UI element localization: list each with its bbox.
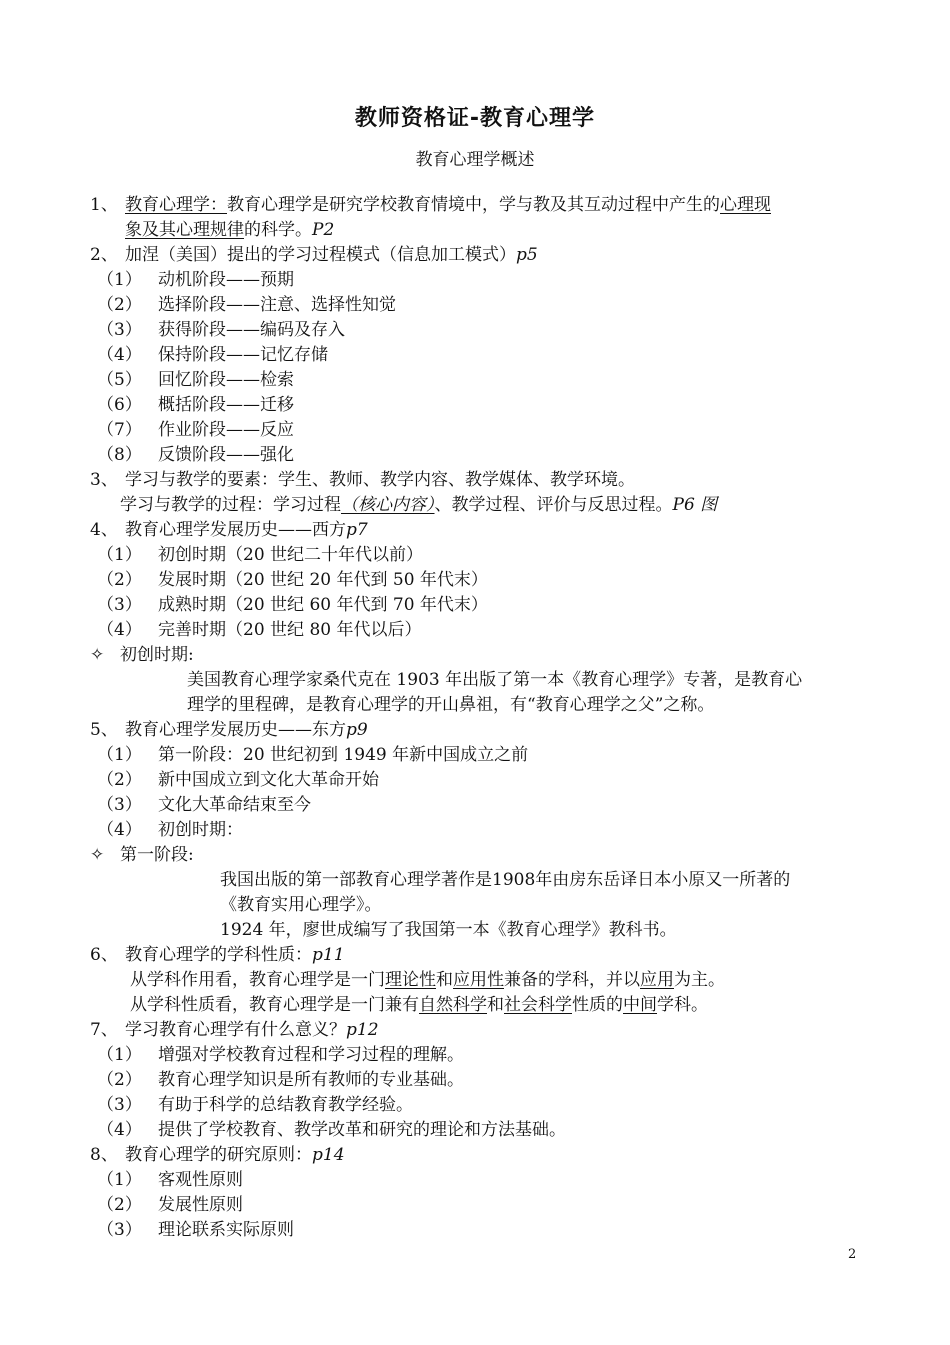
list-item-number: （3） (97, 320, 142, 340)
underlined-term: 理论性 (385, 970, 436, 990)
body-text: 为主。 (674, 970, 725, 990)
paragraph-line: 我国出版的第一部教育心理学著作是1908年由房东岳译日本小原又一所著的 (220, 870, 791, 890)
list-item-text: 概括阶段——迁移 (158, 395, 294, 415)
section-3-line-2 (120, 493, 717, 517)
page-reference: p9 (346, 720, 368, 740)
section-5-heading (125, 718, 368, 742)
body-text: 学习与教学的过程：学习过程 (120, 495, 341, 515)
section-2-number: 2、 (90, 245, 118, 265)
list-item-number: （1） (97, 270, 142, 290)
body-text: 兼备的学科，并以 (504, 970, 640, 990)
list-item-text: 有助于科学的总结教育教学经验。 (158, 1095, 413, 1115)
body-text: 学科。 (657, 995, 708, 1015)
list-item-text: 发展时期（20 世纪 20 年代到 50 年代末） (158, 570, 488, 590)
section-5-number: 5、 (90, 720, 118, 740)
page-reference: P6 图 (672, 495, 718, 515)
underlined-term: 应用性 (453, 970, 504, 990)
underlined-term: （核心内容） (341, 495, 435, 515)
list-item-text: 增强对学校教育过程和学习过程的理解。 (158, 1045, 464, 1065)
section-3-number: 3、 (90, 470, 118, 490)
list-item-number: （4） (97, 1120, 142, 1140)
list-item-text: 第一阶段：20 世纪初到 1949 年新中国成立之前 (158, 745, 529, 765)
list-item-number: （1） (97, 1170, 142, 1190)
document-title: 教师资格证-教育心理学 (354, 106, 596, 131)
list-item-number: （4） (97, 345, 142, 365)
list-item-text: 保持阶段——记忆存储 (158, 345, 328, 365)
list-item-text: 初创时期（20 世纪二十年代以前） (158, 545, 424, 565)
body-text: 和 (487, 995, 504, 1015)
list-item-text: 动机阶段——预期 (158, 270, 294, 290)
section-3-line-1: 学习与教学的要素：学生、教师、教学内容、教学媒体、教学环境。 (125, 470, 635, 490)
section-6-line-1 (130, 968, 725, 992)
section-8-number: 8、 (90, 1145, 118, 1165)
page-reference: p12 (346, 1020, 379, 1040)
body-text: 从学科性质看，教育心理学是一门兼有 (130, 995, 419, 1015)
page-reference: p11 (312, 945, 345, 965)
body-text: 从学科作用看，教育心理学是一门 (130, 970, 385, 990)
underlined-term: 应用 (640, 970, 674, 990)
paragraph-line: 《教育实用心理学》。 (220, 895, 382, 915)
diamond-bullet-icon: ✧ (90, 845, 105, 865)
sub-heading: 初创时期: (120, 645, 194, 665)
list-item-text: 发展性原则 (158, 1195, 243, 1215)
body-text: 性质的 (572, 995, 623, 1015)
list-item-number: （2） (97, 1070, 142, 1090)
heading-text: 教育心理学的研究原则： (125, 1145, 312, 1165)
list-item-number: （3） (97, 795, 142, 815)
list-item-text: 完善时期（20 世纪 80 年代以后） (158, 620, 422, 640)
heading-text: 学习教育心理学有什么意义？ (125, 1020, 346, 1040)
definition-text: 教育心理学是研究学校教育情境中，学与教及其互动过程中产生的 (227, 195, 720, 215)
list-item-text: 作业阶段——反应 (158, 420, 294, 440)
list-item-number: （2） (97, 295, 142, 315)
sub-heading: 第一阶段: (120, 845, 194, 865)
heading-text: 加涅（美国）提出的学习过程模式（信息加工模式） (125, 245, 516, 265)
list-item-number: （4） (97, 620, 142, 640)
list-item-number: （3） (97, 595, 142, 615)
underlined-term: 心理现 (720, 195, 771, 215)
page-reference: p7 (346, 520, 368, 540)
list-item-number: （3） (97, 1220, 142, 1240)
section-6-heading (125, 943, 345, 967)
list-item-text: 提供了学校教育、教学改革和研究的理论和方法基础。 (158, 1120, 566, 1140)
section-6-number: 6、 (90, 945, 118, 965)
underlined-term: 中间 (623, 995, 657, 1015)
list-item-text: 回忆阶段——检索 (158, 370, 294, 390)
list-item-number: （8） (97, 445, 142, 465)
list-item-text: 文化大革命结束至今 (158, 795, 311, 815)
page-number: 2 (848, 1247, 857, 1262)
definition-text: 的科学。 (244, 220, 312, 240)
page-reference: P2 (312, 220, 335, 240)
list-item-text: 初创时期： (158, 820, 243, 840)
paragraph-line: 美国教育心理学家桑代克在 1903 年出版了第一本《教育心理学》专著，是教育心 (187, 670, 803, 690)
underlined-term: 社会科学 (504, 995, 572, 1015)
list-item-text: 客观性原则 (158, 1170, 243, 1190)
heading-text: 教育心理学发展历史——西方 (125, 520, 346, 540)
section-2-heading (125, 243, 538, 267)
body-text: 和 (436, 970, 453, 990)
section-8-heading (125, 1143, 345, 1167)
diamond-bullet-icon: ✧ (90, 645, 105, 665)
list-item-number: （1） (97, 1045, 142, 1065)
section-4-heading (125, 518, 368, 542)
section-6-line-2 (130, 993, 708, 1017)
page-reference: p5 (516, 245, 538, 265)
list-item-number: （4） (97, 820, 142, 840)
list-item-number: （1） (97, 545, 142, 565)
section-7-heading (125, 1018, 379, 1042)
term-highlight: 教育心理学： (125, 195, 227, 215)
list-item-text: 选择阶段——注意、选择性知觉 (158, 295, 396, 315)
list-item-text: 获得阶段——编码及存入 (158, 320, 345, 340)
list-item-text: 新中国成立到文化大革命开始 (158, 770, 379, 790)
list-item-number: （2） (97, 770, 142, 790)
list-item-number: （2） (97, 570, 142, 590)
underlined-term: 自然科学 (419, 995, 487, 1015)
paragraph-line: 1924 年，廖世成编写了我国第一本《教育心理学》教科书。 (220, 920, 677, 940)
section-7-number: 7、 (90, 1020, 118, 1040)
list-item-number: （7） (97, 420, 142, 440)
section-1-line-1 (125, 193, 771, 217)
heading-text: 教育心理学发展历史——东方 (125, 720, 346, 740)
list-item-text: 教育心理学知识是所有教师的专业基础。 (158, 1070, 464, 1090)
page-reference: p14 (312, 1145, 345, 1165)
list-item-number: （5） (97, 370, 142, 390)
document-subtitle: 教育心理学概述 (415, 150, 535, 170)
section-1-line-2 (125, 218, 334, 242)
list-item-number: （3） (97, 1095, 142, 1115)
list-item-number: （1） (97, 745, 142, 765)
heading-text: 教育心理学的学科性质： (125, 945, 312, 965)
section-1-number: 1、 (90, 195, 118, 215)
list-item-number: （6） (97, 395, 142, 415)
list-item-number: （2） (97, 1195, 142, 1215)
list-item-text: 反馈阶段——强化 (158, 445, 294, 465)
underlined-term: 象及其心理规律 (125, 220, 244, 240)
list-item-text: 理论联系实际原则 (158, 1220, 294, 1240)
section-4-number: 4、 (90, 520, 118, 540)
paragraph-line: 理学的里程碑，是教育心理学的开山鼻祖，有“教育心理学之父”之称。 (187, 695, 715, 715)
body-text: 、教学过程、评价与反思过程。 (434, 495, 673, 515)
list-item-text: 成熟时期（20 世纪 60 年代到 70 年代末） (158, 595, 488, 615)
